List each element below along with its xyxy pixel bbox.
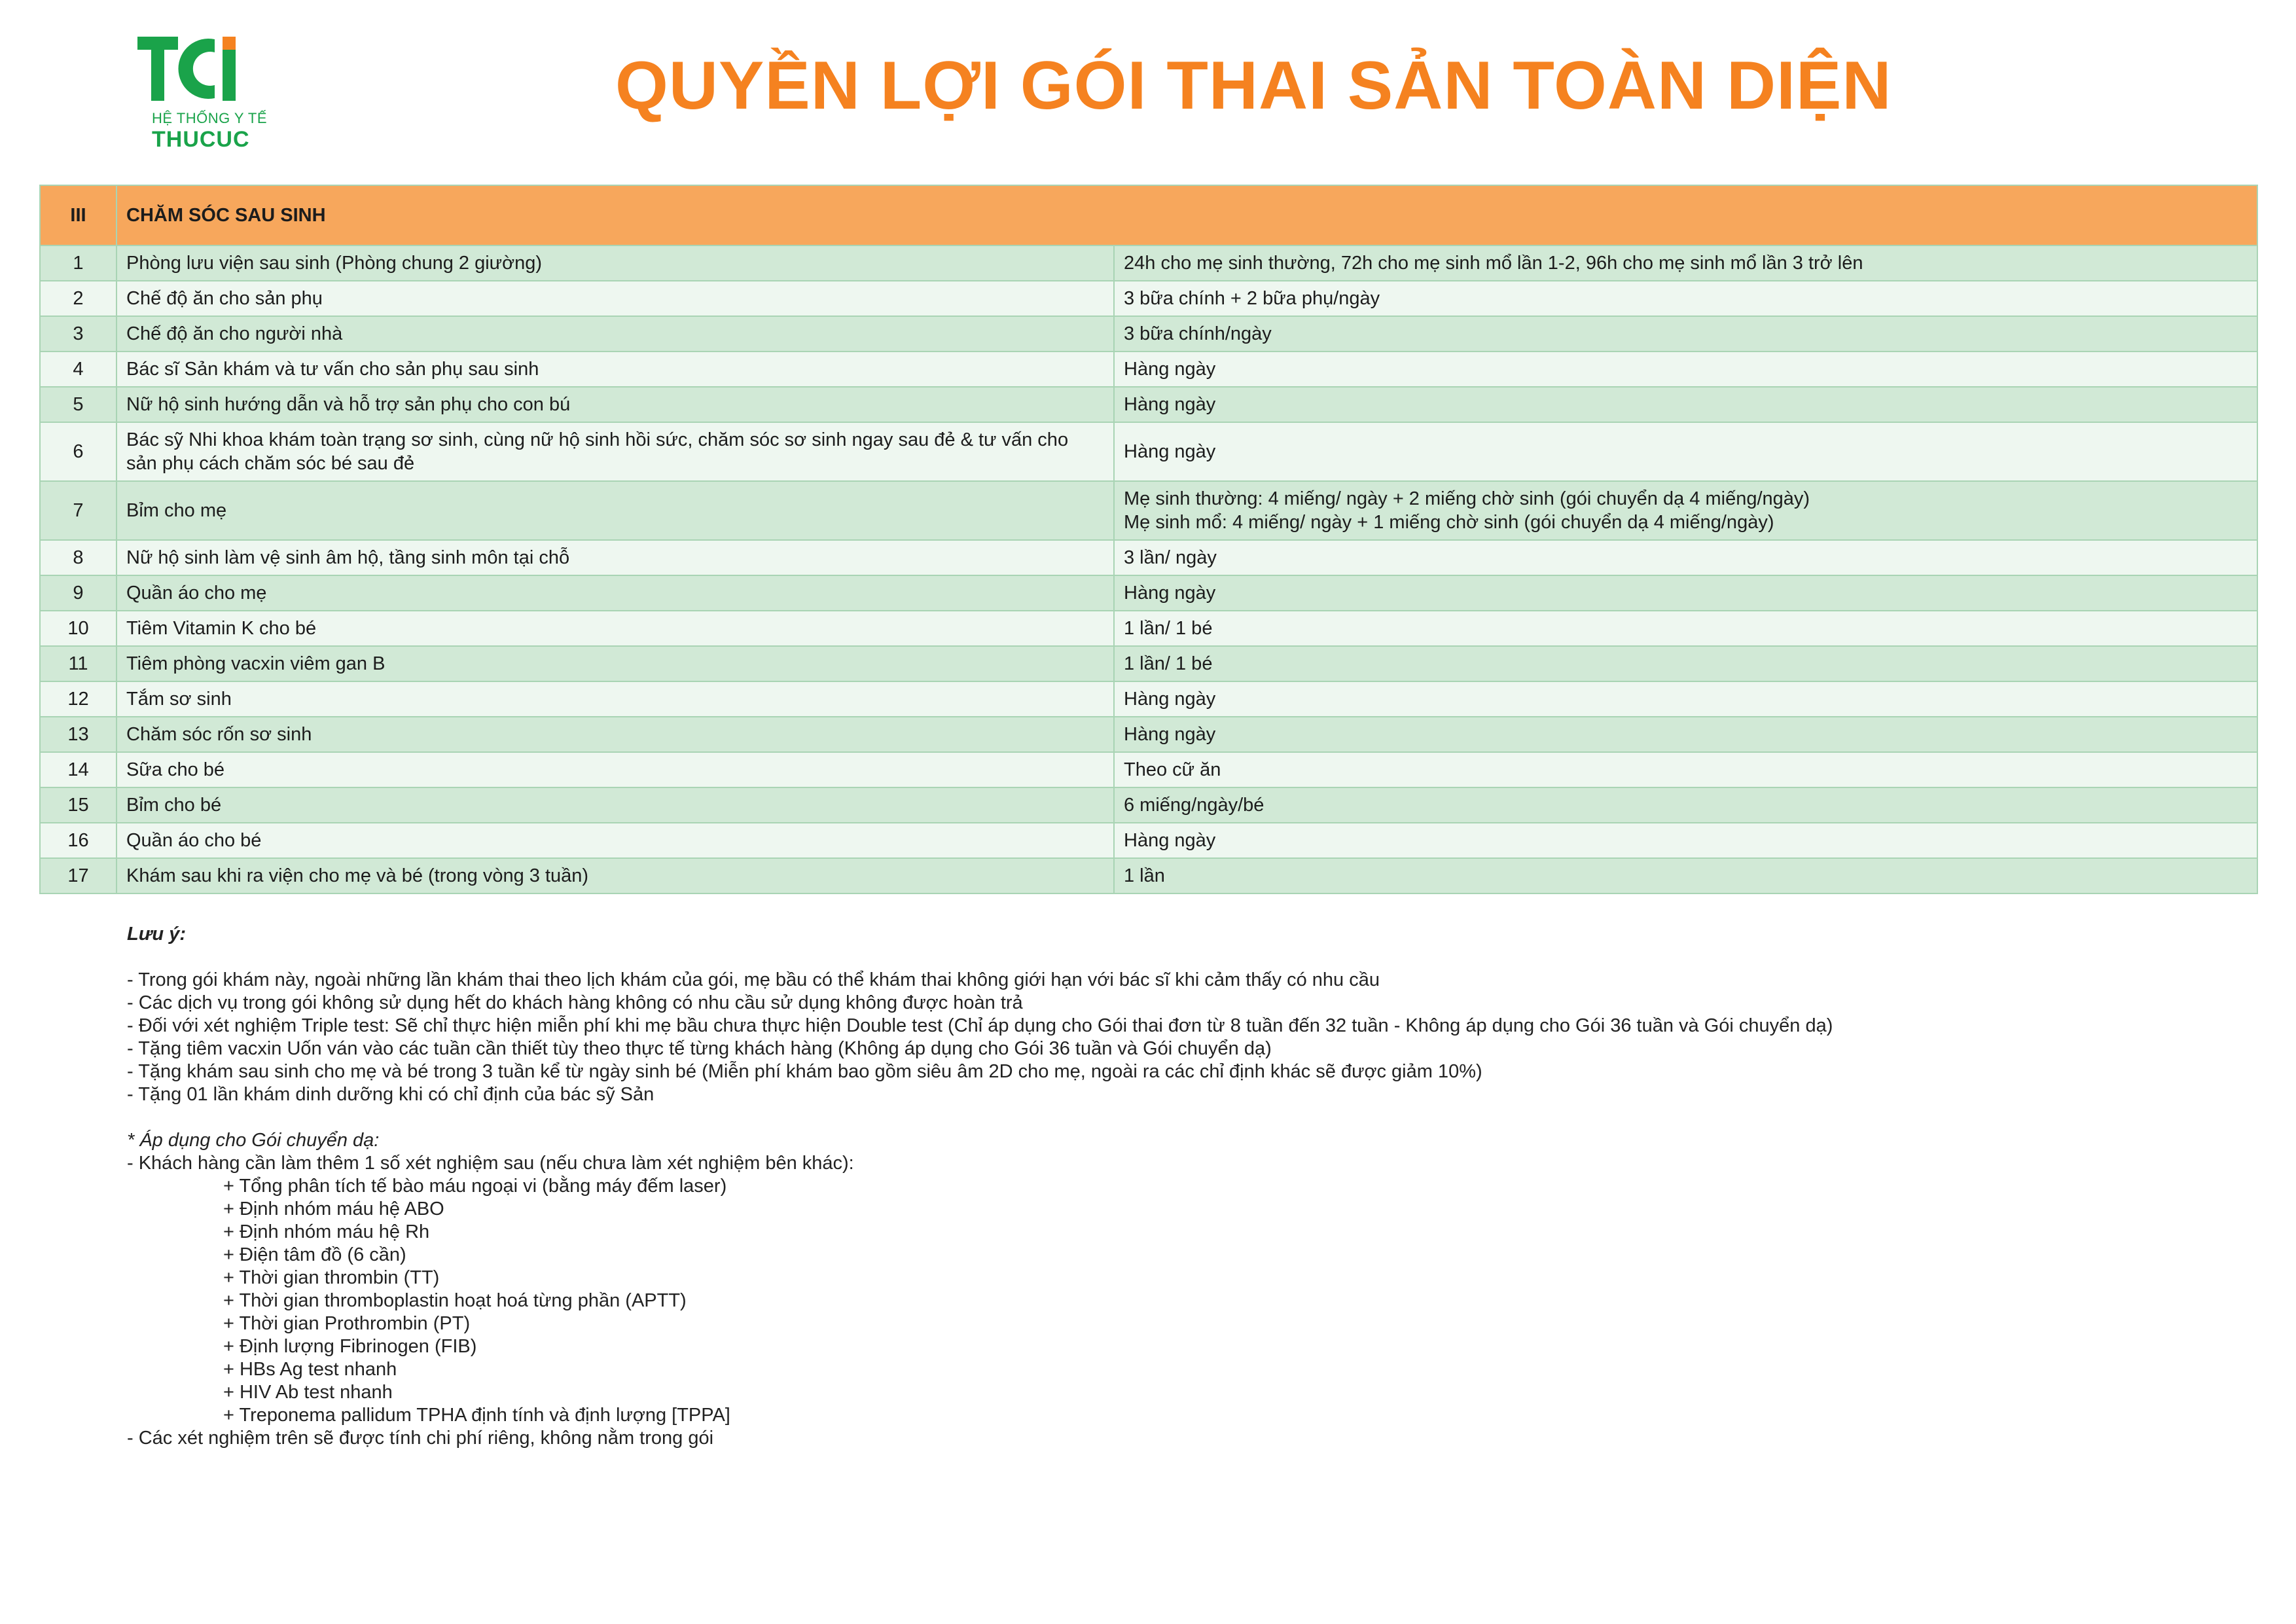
row-item: Quần áo cho bé <box>117 823 1114 858</box>
row-value <box>1114 481 2257 540</box>
row-value: Hàng ngày <box>1114 717 2257 752</box>
row-value: 1 lần <box>1114 858 2257 893</box>
row-number: 2 <box>40 281 117 316</box>
labor-test-item: + Định nhóm máu hệ Rh <box>223 1221 430 1242</box>
row-value: 6 miếng/ngày/bé <box>1114 787 2257 823</box>
labor-package-title: * Áp dụng cho Gói chuyển dạ: <box>127 1130 380 1151</box>
table-row <box>40 858 2257 893</box>
table-row <box>40 611 2257 646</box>
row-value: Hàng ngày <box>1114 681 2257 717</box>
tci-logo-icon <box>137 33 249 105</box>
table-row <box>40 422 2257 481</box>
labor-test-item: + Định nhóm máu hệ ABO <box>223 1199 444 1219</box>
table-row <box>40 387 2257 422</box>
section-header-row <box>40 185 2257 245</box>
page-title: QUYỀN LỢI GÓI THAI SẢN TOÀN DIỆN <box>615 48 1892 124</box>
row-number: 11 <box>40 646 117 681</box>
logo-tagline: HỆ THỐNG Y TẾ <box>152 110 268 126</box>
note-line: - Các dịch vụ trong gói không sử dụng hết do khách hàng không có nhu cầu sử dụng không được hoàn trả <box>127 992 1023 1013</box>
row-number: 3 <box>40 316 117 352</box>
table-row <box>40 245 2257 281</box>
labor-test-item: + Thời gian Prothrombin (PT) <box>223 1313 471 1334</box>
table-row <box>40 717 2257 752</box>
table-row <box>40 823 2257 858</box>
row-number: 10 <box>40 611 117 646</box>
table-row <box>40 481 2257 540</box>
note-line: - Đối với xét nghiệm Triple test: Sẽ chỉ thực hiện miễn phí khi mẹ bầu chưa thực hiện Double test (Chỉ áp dụng cho Gói thai đơn từ 8 tuần đến 32 tuần - Không áp dụng cho Gói 36 tuần và Gói chuyển dạ) <box>127 1015 1833 1036</box>
labor-package-intro: - Khách hàng cần làm thêm 1 số xét nghiệm sau (nếu chưa làm xét nghiệm bên khác): <box>127 1153 854 1174</box>
table-row <box>40 281 2257 316</box>
labor-test-item: + Điện tâm đồ (6 cần) <box>223 1244 406 1265</box>
row-value: 1 lần/ 1 bé <box>1114 646 2257 681</box>
row-number: 15 <box>40 787 117 823</box>
row-item: Bác sĩ Sản khám và tư vấn cho sản phụ sau sinh <box>117 352 1114 387</box>
labor-test-item: + HIV Ab test nhanh <box>223 1382 393 1403</box>
row-value: 24h cho mẹ sinh thường, 72h cho mẹ sinh mổ lần 1-2, 96h cho mẹ sinh mổ lần 3 trở lên <box>1114 245 2257 281</box>
row-item: Chế độ ăn cho sản phụ <box>117 281 1114 316</box>
row-value: 3 bữa chính/ngày <box>1114 316 2257 352</box>
row-item: Tiêm phòng vacxin viêm gan B <box>117 646 1114 681</box>
row-number: 14 <box>40 752 117 787</box>
labor-test-item: + Tổng phân tích tế bào máu ngoại vi (bằng máy đếm laser) <box>223 1176 727 1197</box>
table-row <box>40 540 2257 575</box>
section-label: CHĂM SÓC SAU SINH <box>117 185 2257 245</box>
notes-title: Lưu ý: <box>127 924 186 945</box>
row-item: Chế độ ăn cho người nhà <box>117 316 1114 352</box>
labor-test-item: + Treponema pallidum TPHA định tính và định lượng [TPPA] <box>223 1405 730 1426</box>
note-line: - Tặng 01 lần khám dinh dưỡng khi có chỉ định của bác sỹ Sản <box>127 1084 655 1105</box>
row-item: Nữ hộ sinh hướng dẫn và hỗ trợ sản phụ cho con bú <box>117 387 1114 422</box>
table-row <box>40 787 2257 823</box>
note-line: - Tặng khám sau sinh cho mẹ và bé trong 3 tuần kể từ ngày sinh bé (Miễn phí khám bao gồm siêu âm 2D cho mẹ, ngoài ra các chỉ định khác sẽ được giảm 10%) <box>127 1061 1482 1082</box>
row-number: 17 <box>40 858 117 893</box>
row-number: 6 <box>40 422 117 481</box>
row-value: Hàng ngày <box>1114 823 2257 858</box>
row-number: 13 <box>40 717 117 752</box>
row-item: Tắm sơ sinh <box>117 681 1114 717</box>
row-number: 16 <box>40 823 117 858</box>
row-number: 12 <box>40 681 117 717</box>
row-item-line: Bác sỹ Nhi khoa khám toàn trạng sơ sinh, cùng nữ hộ sinh hồi sức, chăm sóc sơ sinh ngay sau đẻ & tư vấn cho <box>126 429 1069 450</box>
row-number: 7 <box>40 481 117 540</box>
row-item: Khám sau khi ra viện cho mẹ và bé (trong vòng 3 tuần) <box>117 858 1114 893</box>
labor-test-item: + Định lượng Fibrinogen (FIB) <box>223 1336 477 1357</box>
row-item: Bỉm cho mẹ <box>117 481 1114 540</box>
row-number: 5 <box>40 387 117 422</box>
row-value-line: Mẹ sinh thường: 4 miếng/ ngày + 2 miếng chờ sinh (gói chuyển dạ 4 miếng/ngày) <box>1124 488 1810 509</box>
notes-section <box>127 923 2221 1450</box>
note-line: - Trong gói khám này, ngoài những lần khám thai theo lịch khám của gói, mẹ bầu có thể khám thai không giới hạn với bác sĩ khi cảm thấy có nhu cầu <box>127 969 1380 990</box>
row-item: Quần áo cho mẹ <box>117 575 1114 611</box>
row-value: 3 lần/ ngày <box>1114 540 2257 575</box>
row-value: Hàng ngày <box>1114 352 2257 387</box>
logo-brand: THUCUC <box>152 127 250 152</box>
table-row <box>40 352 2257 387</box>
row-value: 1 lần/ 1 bé <box>1114 611 2257 646</box>
note-line: - Tặng tiêm vacxin Uốn ván vào các tuần cần thiết tùy theo thực tế từng khách hàng (Không áp dụng cho Gói 36 tuần và Gói chuyển dạ) <box>127 1038 1272 1059</box>
row-value-line: Mẹ sinh mổ: 4 miếng/ ngày + 1 miếng chờ sinh (gói chuyển dạ 4 miếng/ngày) <box>1124 512 1774 533</box>
table-row <box>40 752 2257 787</box>
row-item: Bỉm cho bé <box>117 787 1114 823</box>
row-number: 4 <box>40 352 117 387</box>
logo <box>137 33 268 152</box>
row-item: Nữ hộ sinh làm vệ sinh âm hộ, tầng sinh môn tại chỗ <box>117 540 1114 575</box>
row-number: 8 <box>40 540 117 575</box>
row-value: 3 bữa chính + 2 bữa phụ/ngày <box>1114 281 2257 316</box>
row-value: Theo cữ ăn <box>1114 752 2257 787</box>
labor-test-item: + Thời gian thromboplastin hoạt hoá từng phần (APTT) <box>223 1290 687 1311</box>
row-item <box>117 422 1114 481</box>
row-value: Hàng ngày <box>1114 387 2257 422</box>
table-row <box>40 681 2257 717</box>
row-number: 1 <box>40 245 117 281</box>
table-row <box>40 575 2257 611</box>
row-item: Chăm sóc rốn sơ sinh <box>117 717 1114 752</box>
row-item: Tiêm Vitamin K cho bé <box>117 611 1114 646</box>
labor-test-item: + HBs Ag test nhanh <box>223 1359 397 1380</box>
row-item: Sữa cho bé <box>117 752 1114 787</box>
labor-test-item: + Thời gian thrombin (TT) <box>223 1267 440 1288</box>
row-number: 9 <box>40 575 117 611</box>
row-item: Phòng lưu viện sau sinh (Phòng chung 2 giường) <box>117 245 1114 281</box>
row-value: Hàng ngày <box>1114 575 2257 611</box>
table-row <box>40 316 2257 352</box>
section-number: III <box>40 185 117 245</box>
benefits-table <box>39 185 2258 894</box>
row-value: Hàng ngày <box>1114 422 2257 481</box>
row-item-line: sản phụ cách chăm sóc bé sau đẻ <box>126 453 415 474</box>
labor-package-outro: - Các xét nghiệm trên sẽ được tính chi phí riêng, không nằm trong gói <box>127 1428 714 1449</box>
table-row <box>40 646 2257 681</box>
